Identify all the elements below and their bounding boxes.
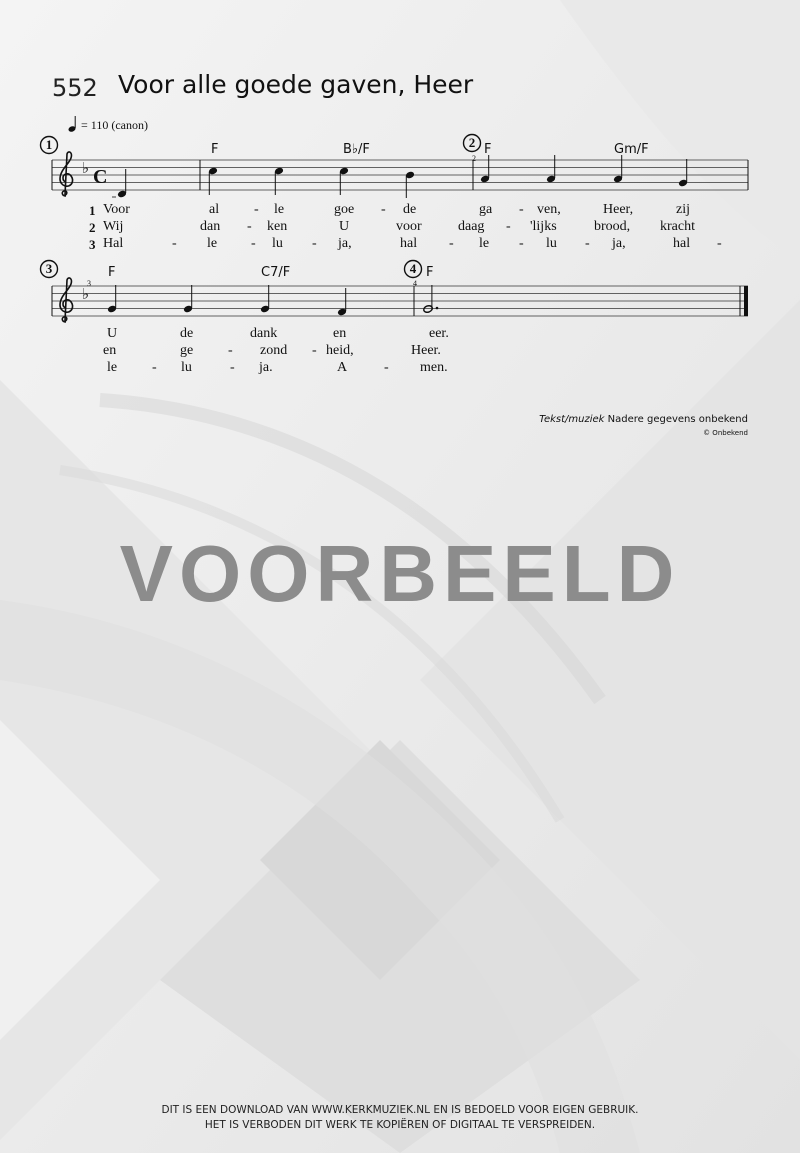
staff-system-1 [0, 150, 800, 200]
measure-number: 4 [413, 279, 417, 288]
quarter-note [183, 285, 193, 313]
treble-clef-icon [60, 152, 73, 196]
lyric-syllable: de [403, 202, 417, 217]
lyric-syllable: - [228, 343, 233, 358]
lyric-syllable: en [103, 343, 117, 358]
quarter-note-icon [68, 116, 78, 132]
verse-number: 2 [89, 220, 96, 235]
lyric-syllable: ga [479, 202, 493, 217]
lyric-syllable: - [312, 236, 317, 251]
lyric-syllable: dan [200, 219, 221, 234]
lyric-syllable: U [339, 219, 350, 234]
quarter-note [274, 167, 284, 195]
credit-text: Nadere gegevens onbekend [607, 414, 748, 425]
flat-key-signature-icon: ♭ [82, 287, 90, 303]
lyric-syllable: Heer. [411, 343, 441, 358]
credit-label: Tekst/muziek [539, 414, 605, 425]
lyric-syllable: lu [272, 236, 283, 251]
lyric-syllable: - [247, 219, 252, 234]
lyric-syllable: zond [260, 343, 288, 358]
lyric-syllable: le [107, 360, 118, 375]
tempo-value: = 110 [81, 118, 109, 132]
lyric-syllable: eer. [429, 326, 449, 341]
credit-line [539, 414, 748, 425]
lyric-syllable: zij [676, 202, 690, 217]
lyric-syllable: ken [267, 219, 288, 234]
chord-symbol: Gm/F [614, 142, 649, 157]
footer-line: HET IS VERBODEN DIT WERK TE KOPIËREN OF DIGITAAL TE VERSPREIDEN. [204, 1119, 596, 1131]
lyric-syllable: ja. [259, 360, 273, 375]
quarter-note [546, 155, 556, 183]
chord-symbol: F [484, 142, 492, 157]
lyric-syllable: lu [181, 360, 192, 375]
verse-number: 1 [89, 203, 96, 218]
lyric-syllable: kracht [660, 219, 695, 234]
lyric-syllable: lu [546, 236, 557, 251]
lyric-syllable: le [207, 236, 218, 251]
quarter-note [260, 285, 270, 313]
dotted-half-note [423, 285, 438, 313]
staff-lines [52, 160, 748, 190]
lyric-syllable: de [180, 326, 194, 341]
lyric-syllable: voor [396, 219, 422, 234]
quarter-note [107, 285, 117, 313]
staff-lines [52, 286, 748, 316]
lyric-syllable: hal [400, 236, 418, 251]
staff-system-2 [0, 276, 800, 326]
quarter-note [112, 169, 127, 198]
watermark: VOORBEELD [119, 529, 681, 618]
tempo-marking [68, 116, 148, 133]
canon-entry-number: 2 [468, 135, 476, 150]
lyric-syllable: Hal [103, 236, 124, 251]
footer-line: DIT IS EEN DOWNLOAD VAN WWW.KERKMUZIEK.NL EN IS BEDOELD VOOR EIGEN GEBRUIK. [161, 1104, 639, 1116]
lyric-syllable: - [717, 236, 722, 251]
chord-symbol: B♭/F [343, 142, 370, 157]
chord-symbol: F [108, 265, 116, 280]
lyric-syllable: le [274, 202, 285, 217]
quarter-note [339, 167, 349, 195]
lyric-syllable: - [254, 202, 259, 217]
time-signature: C [93, 166, 108, 188]
lyric-syllable: - [449, 236, 454, 251]
lyric-syllable: A [337, 360, 348, 375]
treble-clef-icon [60, 278, 73, 322]
lyric-syllable: Wij [103, 219, 124, 234]
lyric-syllable: en [333, 326, 347, 341]
quarter-note [480, 155, 490, 183]
quarter-note [678, 159, 688, 187]
canon-entry-number: 1 [45, 137, 53, 152]
lyric-syllable: 'lijks [530, 219, 557, 234]
quarter-note [613, 155, 623, 183]
chord-symbol: C7/F [261, 265, 291, 280]
lyric-syllable: - [312, 343, 317, 358]
flat-key-signature-icon: ♭ [82, 161, 90, 177]
lyric-syllable: - [506, 219, 511, 234]
lyric-syllable: Heer, [603, 202, 634, 217]
lyric-syllable: - [251, 236, 256, 251]
lyric-syllable: - [230, 360, 235, 375]
tempo-note: (canon) [111, 118, 148, 132]
canon-entry-number: 4 [409, 261, 417, 276]
verse-number: 3 [89, 237, 96, 252]
lyric-syllable: dank [250, 326, 278, 341]
lyric-syllable: ja, [338, 236, 352, 251]
copyright-notice: © Onbekend [703, 429, 748, 437]
lyric-syllable: - [519, 202, 524, 217]
canon-entry-number: 3 [45, 261, 53, 276]
lyric-syllable: le [479, 236, 490, 251]
quarter-note [208, 167, 218, 195]
lyric-syllable: daag [458, 219, 485, 234]
chord-symbol: F [426, 265, 434, 280]
lyric-syllable: - [381, 202, 386, 217]
lyric-syllable: ge [180, 343, 194, 358]
lyric-syllable: - [152, 360, 157, 375]
lyric-syllable: brood, [594, 219, 631, 234]
lyric-syllable: Voor [103, 202, 130, 217]
lyric-syllable: - [384, 360, 389, 375]
lyric-syllable: al [209, 202, 220, 217]
footer-notice [0, 1103, 800, 1133]
lyric-syllable: - [585, 236, 590, 251]
final-barline [744, 286, 748, 316]
measure-number: 2 [472, 154, 476, 163]
lyric-syllable: ja, [612, 236, 626, 251]
lyric-syllable: heid, [326, 343, 354, 358]
lyric-syllable: men. [420, 360, 448, 375]
chord-symbol: F [211, 142, 219, 157]
measure-number: 3 [87, 279, 91, 288]
quarter-note [337, 288, 347, 316]
song-number: 552 [52, 74, 98, 102]
lyric-syllable: goe [334, 202, 355, 217]
lyric-syllable: - [172, 236, 177, 251]
lyric-syllable: - [519, 236, 524, 251]
quarter-note [405, 171, 415, 198]
lyric-syllable: hal [673, 236, 691, 251]
lyric-syllable: U [107, 326, 118, 341]
lyric-syllable: ven, [537, 202, 561, 217]
song-title: Voor alle goede gaven, Heer [118, 70, 474, 99]
